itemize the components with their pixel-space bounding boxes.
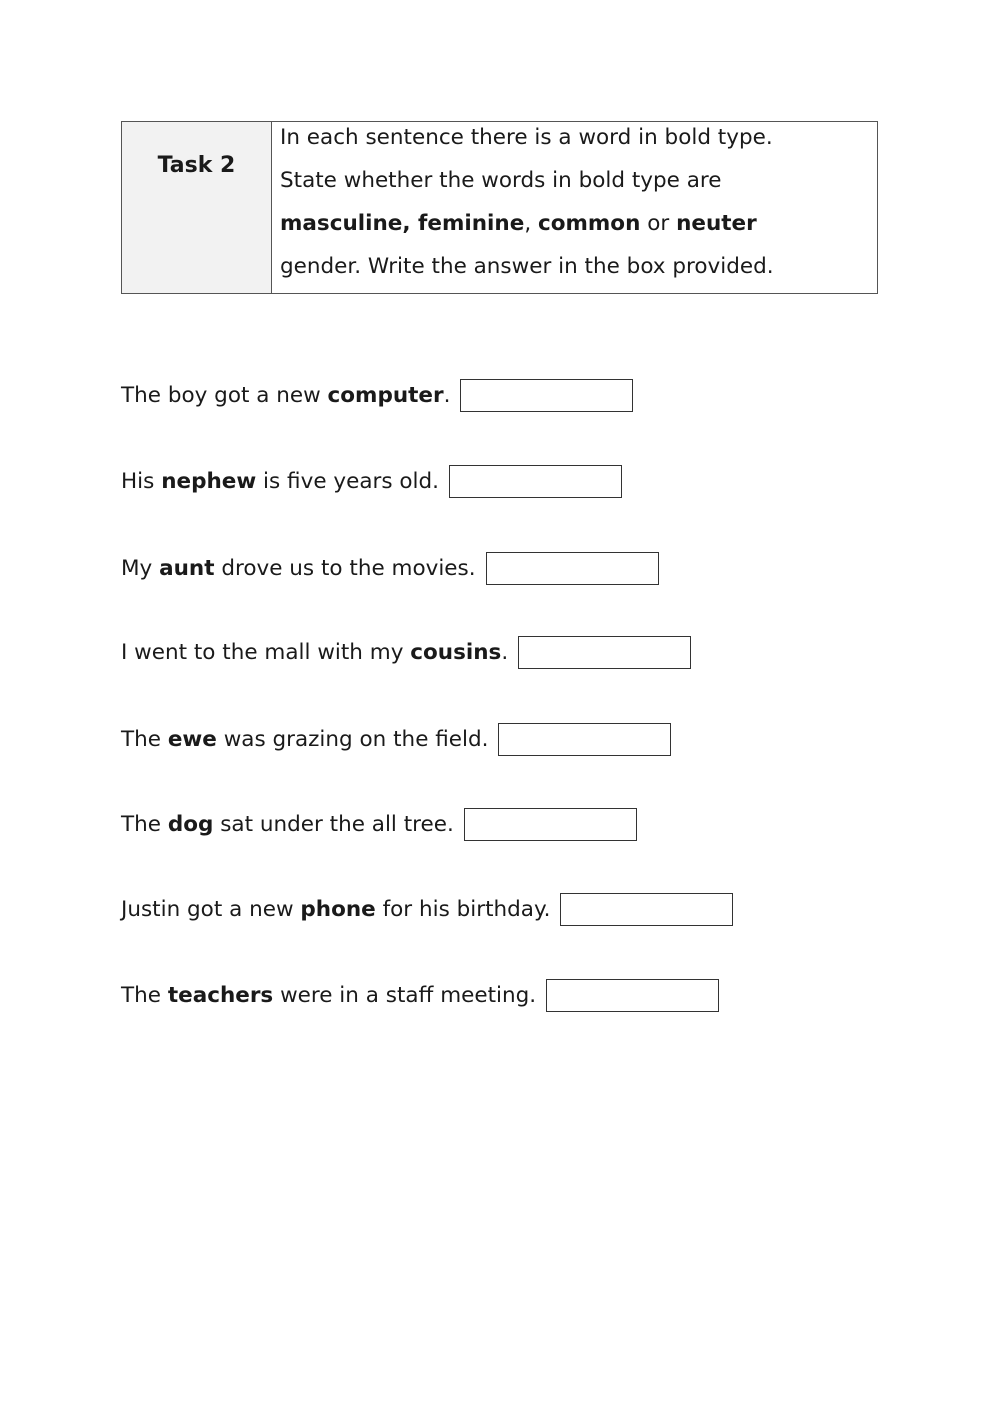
separator: , xyxy=(524,211,538,236)
exercise-sentence-2 xyxy=(121,465,622,498)
answer-box[interactable] xyxy=(460,379,633,412)
exercise-sentence-7 xyxy=(121,893,733,926)
sentence-text: The boy got a new computer. xyxy=(121,383,451,408)
bold-word: computer xyxy=(327,383,444,408)
answer-box[interactable] xyxy=(464,808,637,841)
answer-box[interactable] xyxy=(518,636,691,669)
separator: or xyxy=(640,211,677,236)
task-table xyxy=(121,121,878,294)
exercise-sentence-8 xyxy=(121,979,719,1012)
bold-word: teachers xyxy=(167,983,274,1008)
option-neuter: neuter xyxy=(676,211,757,236)
sentence-text: My aunt drove us to the movies. xyxy=(121,556,476,581)
exercise-sentence-1 xyxy=(121,379,633,412)
task-instructions xyxy=(272,116,877,293)
exercise-sentence-5 xyxy=(121,723,671,756)
option-common: common xyxy=(537,211,641,236)
answer-box[interactable] xyxy=(498,723,671,756)
bold-word: ewe xyxy=(167,727,217,752)
bold-word: cousins xyxy=(410,640,502,665)
bold-word: aunt xyxy=(159,556,215,581)
sentence-text: The teachers were in a staff meeting. xyxy=(121,983,537,1008)
bold-word: nephew xyxy=(161,469,257,494)
bold-word: phone xyxy=(300,897,376,922)
instruction-line: In each sentence there is a word in bold type. xyxy=(280,125,773,150)
instruction-line: State whether the words in bold type are xyxy=(280,168,722,193)
sentence-text: Justin got a new phone for his birthday. xyxy=(121,897,551,922)
sentence-text: The dog sat under the all tree. xyxy=(121,812,454,837)
answer-box[interactable] xyxy=(486,552,659,585)
answer-box[interactable] xyxy=(449,465,622,498)
sentence-text: His nephew is five years old. xyxy=(121,469,440,494)
exercise-sentence-3 xyxy=(121,552,659,585)
sentence-text: I went to the mall with my cousins. xyxy=(121,640,509,665)
exercise-sentence-4 xyxy=(121,636,691,669)
task-label: Task 2 xyxy=(122,122,272,293)
option-masculine-feminine: masculine, feminine xyxy=(280,211,525,236)
answer-box[interactable] xyxy=(560,893,733,926)
bold-word: dog xyxy=(167,812,214,837)
instruction-line: gender. Write the answer in the box provided. xyxy=(280,254,774,279)
sentence-text: The ewe was grazing on the field. xyxy=(121,727,489,752)
instruction-options-line xyxy=(280,202,869,245)
exercise-sentence-6 xyxy=(121,808,637,841)
answer-box[interactable] xyxy=(546,979,719,1012)
